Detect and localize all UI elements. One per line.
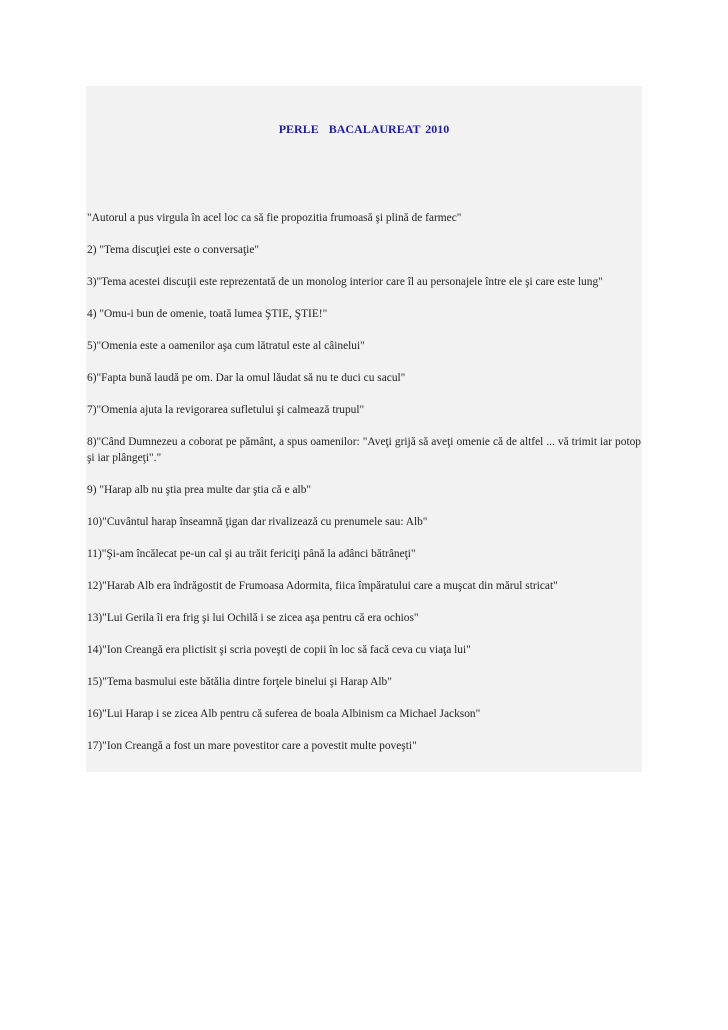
list-item: 10)"Cuvântul harap înseamnă ţigan dar rivalizează cu prenumele sau: Alb" [87,516,428,528]
list-item: 16)"Lui Harap i se zicea Alb pentru că suferea de boala Albinism ca Michael Jackson" [87,708,481,720]
list-item: 5)"Omenia este a oamenilor aşa cum lătratul este al câinelui" [87,340,365,352]
list-item: 3)"Tema acestei discuţii este reprezentată de un monolog interior care îl au personajele între ele şi care este lung" [87,276,603,288]
list-item: 7)"Omenia ajuta la revigorarea sufletului şi calmează trupul" [87,404,365,416]
list-item: 2) "Tema discuţiei este o conversaţie" [87,244,260,256]
list-item: "Autorul a pus virgula în acel loc ca să fie propozitia frumoasă şi plină de farmec" [87,212,462,224]
list-item: 9) "Harap alb nu ştia prea multe dar ştia că e alb" [87,484,312,496]
list-item: 17)"Ion Creangă a fost un mare povestitor care a povestit multe poveşti" [87,740,417,752]
list-item: 4) "Omu-i bun de omenie, toată lumea ŞTIE, ŞTIE!" [87,308,328,320]
list-item: 11)"Şi-am încălecat pe-un cal şi au trăit fericiţi până la adânci bătrâneţi" [87,548,416,560]
list-item: 12)"Harab Alb era îndrăgostit de Frumoasa Adormita, fiica împăratului care a muşcat din mărul stricat" [87,580,558,592]
document-title: PERLE BACALAUREAT 2010 [278,122,450,136]
list-item: 15)"Tema basmului este bătălia dintre forţele binelui şi Harap Alb" [87,676,392,688]
list-item: 14)"Ion Creangă era plictisit şi scria poveşti de copii în loc să facă ceva cu viaţa lui" [87,644,471,656]
quote-list [87,210,641,770]
list-item: 6)"Fapta bună laudă pe om. Dar la omul lăudat să nu te duci cu sacul" [87,372,406,384]
document-panel [86,86,642,772]
list-item: 8)"Când Dumnezeu a coborat pe pământ, a spus oamenilor: "Aveţi grijă să aveţi omenie că de altfel ... vă trimit iar potop şi iar plângeţi"." [87,436,641,464]
list-item: 13)"Lui Gerila îi era frig şi lui Ochilă i se zicea aşa pentru că era ochios" [87,612,419,624]
